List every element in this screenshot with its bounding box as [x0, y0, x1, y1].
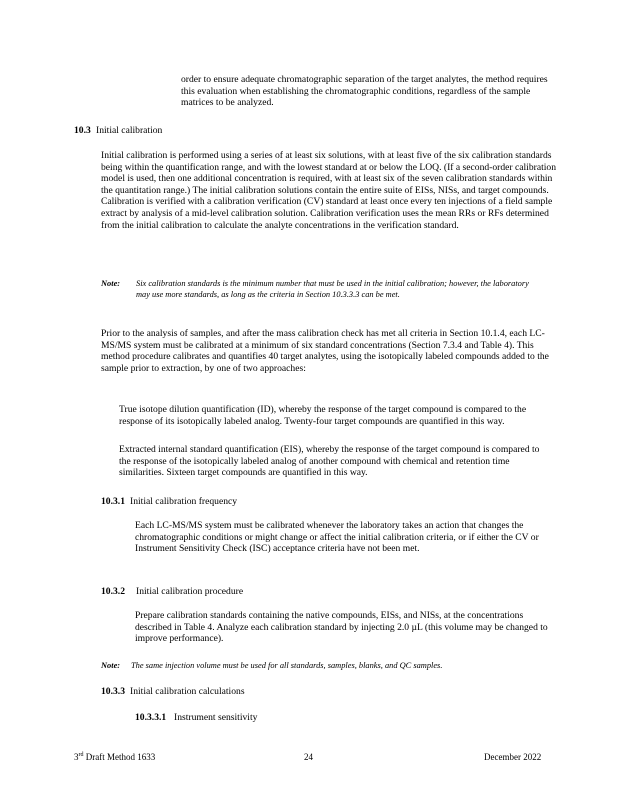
- approaches-paragraph: Prior to the analysis of samples, and after the mass calibration check has met all criteria in Section 10.1.4, each LC-MS/MS system must be calibrated at a minimum of six standard concentrations (Section 7.3.4 and Table 4). This method procedure calibrates and quantifies 40 target analytes, using the isotopically labeled compounds added to the sample prior to extraction, by one of two approaches:: [101, 328, 549, 374]
- footer-method: 3rd Draft Method 1633: [74, 752, 156, 762]
- section-10-3-3-1-heading: [135, 712, 257, 723]
- bullet-item: True isotope dilution quantification (ID), whereby the response of the target compound is compared to the response of its isotopically labeled analog. Twenty-four target compounds are quantified in this way.: [119, 404, 527, 427]
- note-six-standards: [101, 278, 541, 314]
- section-title: Initial calibration calculations: [130, 686, 245, 697]
- note-text: The same injection volume must be used for all standards, samples, blanks, and QC samples.: [131, 661, 443, 670]
- procedure-paragraph: Prepare calibration standards containing the native compounds, EISs, and NISs, at the concentrations described in Table 4. Analyze each calibration standard by injecting 2.0 µL (this volume may be changed to improve performance).: [135, 610, 548, 645]
- section-title: Instrument sensitivity: [174, 712, 258, 723]
- note-label: Note:: [101, 661, 121, 670]
- note-label: Note:: [101, 279, 121, 288]
- section-title: Initial calibration procedure: [136, 586, 244, 597]
- note-injection-volume: [101, 660, 541, 674]
- section-10-3-heading: [74, 125, 162, 136]
- frequency-paragraph: Each LC-MS/MS system must be calibrated whenever the laboratory takes an action that changes the chromatographic conditions or might change or affect the initial calibration criteria, or if either the CV or Instrument Sensitivity Check (ISC) acceptance criteria have not been met.: [135, 520, 539, 555]
- section-number: 10.3: [74, 125, 91, 136]
- section-number: 10.3.1: [101, 496, 125, 507]
- section-number: 10.3.2: [101, 586, 125, 597]
- calibration-paragraph: Initial calibration is performed using a series of at least six solutions, with at least five of the six calibration standards being within the quantification range, and with the lowest standard at or below the LOQ. (If a second-order calibration model is used, then one additional concentration is required, with at least six of the seven calibration standards within the quantitation range.) The initial calibration solutions contain the entire suite of EISs, NISs, and target compounds. Calibration is verified with a calibration verification (CV) standard at least once every ten injections of a field sample extract by analysis of a mid-level calibration solution. Calibration verification uses the mean RRs or RFs determined from the initial calibration to calculate the analyte concentrations in the verification standard.: [101, 150, 557, 231]
- footer-page-number: 24: [304, 752, 313, 762]
- footer-date: December 2022: [484, 752, 542, 762]
- bullet-item: Extracted internal standard quantification (EIS), whereby the response of the target compound is compared to the response of the isotopically labeled analog of another compound with chemical and retention time similarities. Sixteen target compounds are quantified in this way.: [119, 444, 540, 479]
- section-number: 10.3.3.1: [135, 712, 167, 723]
- section-number: 10.3.3: [101, 686, 125, 697]
- note-text: Six calibration standards is the minimum number that must be used in the initial calibration; however, the laboratory may use more standards, as long as the criteria in Section 10.3.3.3 can be met.: [136, 279, 529, 300]
- section-10-3-3-heading: [101, 686, 245, 697]
- section-10-3-2-heading: [101, 586, 243, 597]
- intro-paragraph: order to ensure adequate chromatographic separation of the target analytes, the method requires this evaluation when establishing the chromatographic conditions, regardless of the sample matrices to be analyzed.: [181, 74, 548, 109]
- section-10-3-1-heading: [101, 496, 237, 507]
- section-title: Initial calibration frequency: [130, 496, 238, 507]
- section-title: Initial calibration: [96, 125, 163, 136]
